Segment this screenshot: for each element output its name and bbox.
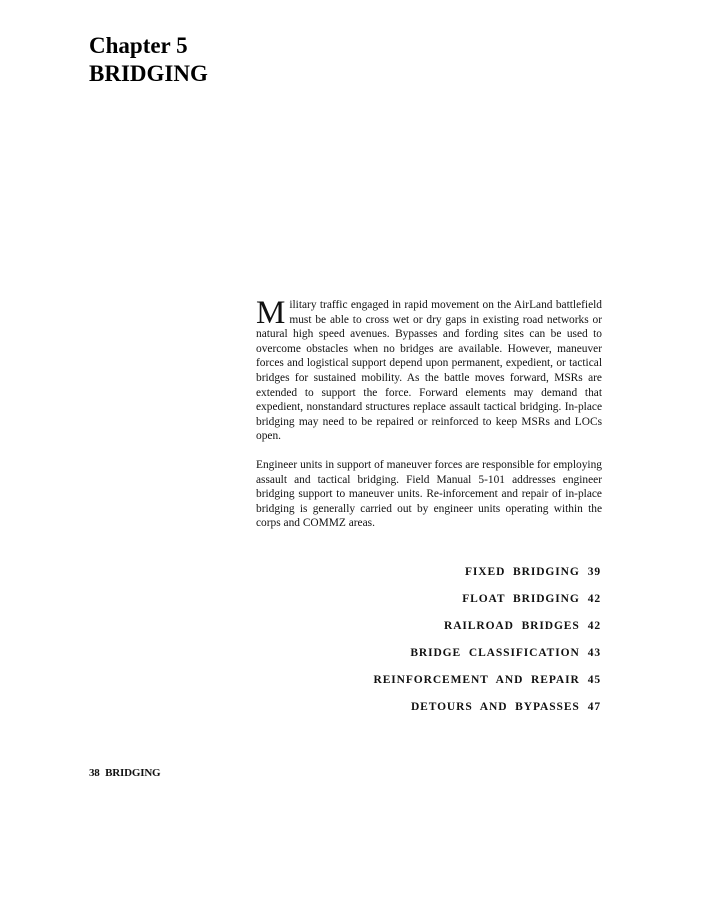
- drop-cap: M: [256, 295, 286, 331]
- toc-item-title: DETOURS AND BYPASSES: [410, 701, 580, 713]
- toc-item-page: 39: [587, 566, 601, 578]
- chapter-number: Chapter 5: [89, 33, 188, 58]
- toc-item-fixed-bridging[interactable]: [330, 566, 601, 593]
- intro-paragraph-2: Engineer units in support of maneuver forces are responsible for employing assault and tactical bridging. Field Manual 5-101 addresses engineer bridging support to maneuver units. Re-inforcement and repair of in-place bridging is generally carried out by engineer units operating within the corps and COMMZ areas.: [256, 458, 602, 530]
- toc-item-title: RAILROAD BRIDGES: [444, 620, 580, 632]
- footer-page-number: 38: [89, 767, 100, 779]
- toc-item-title: BRIDGE CLASSIFICATION: [410, 647, 580, 659]
- toc-item-reinforcement-and-repair[interactable]: [330, 674, 601, 701]
- toc-item-page: 42: [587, 593, 601, 605]
- toc-item-page: 42: [587, 620, 601, 632]
- footer-section-title: BRIDGING: [105, 767, 161, 779]
- chapter-contents: [330, 566, 601, 728]
- chapter-introduction: [256, 295, 602, 545]
- toc-item-railroad-bridges[interactable]: [330, 620, 601, 647]
- toc-item-detours-and-bypasses[interactable]: [330, 701, 601, 728]
- intro-paragraph-1-text: ilitary traffic engaged in rapid movement on the AirLand battlefield must be able to cross wet or dry gaps in existing road networks or natural high speed avenues. Bypasses and fording sites can be used to overcome obstacles when no bridges are available. However, maneuver forces and logistical support depend upon permanent, expedient, or tactical bridges for sustained mobility. As the battle moves forward, MSRs are extended to support the force. Forward elements may demand that expedient, nonstandard structures replace assault tactical bridging. In-place bridging may need to be repaired or reinforced to keep MSRs and LOCs open.: [256, 299, 602, 443]
- toc-item-title: REINFORCEMENT AND REPAIR: [373, 674, 580, 686]
- chapter-heading: [89, 32, 208, 88]
- toc-item-title: FLOAT BRIDGING: [462, 593, 580, 605]
- toc-item-page: 45: [587, 674, 601, 686]
- chapter-title: BRIDGING: [89, 61, 208, 86]
- toc-item-float-bridging[interactable]: [330, 593, 601, 620]
- toc-item-title: FIXED BRIDGING: [465, 566, 580, 578]
- intro-paragraph-1: [256, 295, 602, 444]
- toc-item-page: 43: [587, 647, 601, 659]
- toc-item-bridge-classification[interactable]: [330, 647, 601, 674]
- toc-item-page: 47: [587, 701, 601, 713]
- page-footer: [89, 767, 160, 779]
